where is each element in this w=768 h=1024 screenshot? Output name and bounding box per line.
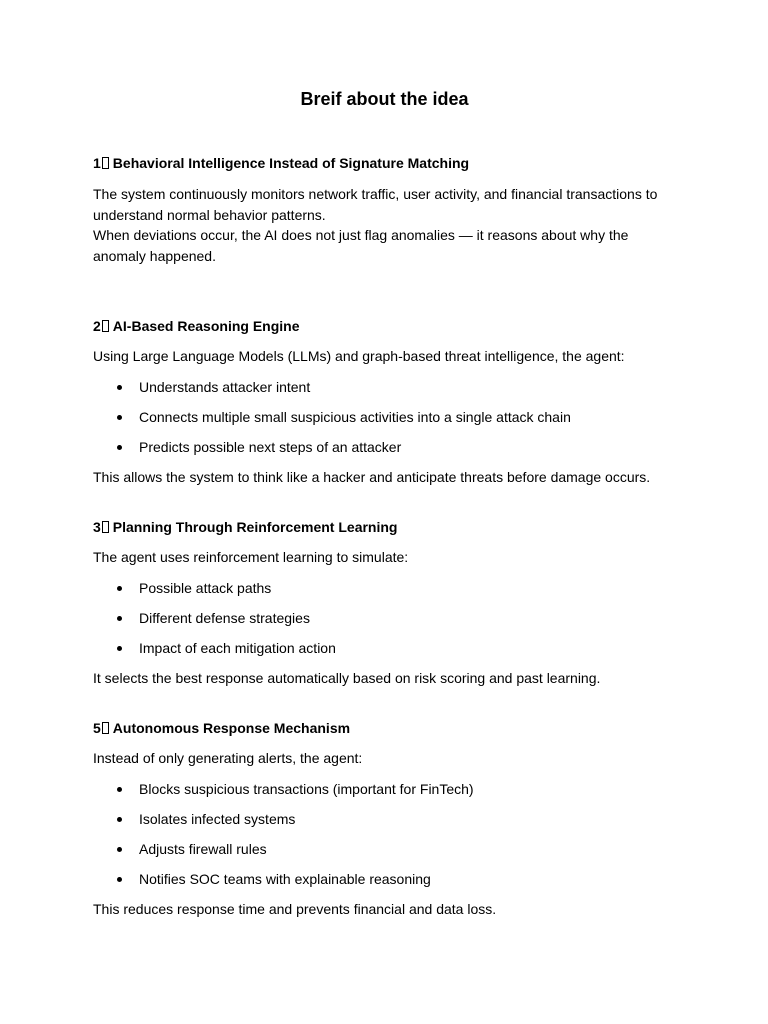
bullet-icon bbox=[117, 847, 122, 852]
section-heading-text: Autonomous Response Mechanism bbox=[112, 720, 351, 736]
bullet-list bbox=[93, 377, 683, 457]
section-heading bbox=[93, 154, 683, 172]
list-item bbox=[93, 377, 683, 397]
list-item bbox=[93, 779, 683, 799]
missing-glyph-icon bbox=[102, 157, 109, 169]
list-item-text: Connects multiple small suspicious activities into a single attack chain bbox=[139, 408, 571, 425]
section-heading-text: Planning Through Reinforcement Learning bbox=[112, 519, 398, 535]
list-item bbox=[93, 638, 683, 658]
list-item-text: Adjusts firewall rules bbox=[139, 840, 267, 857]
section-number: 5 bbox=[93, 720, 101, 736]
list-item bbox=[93, 869, 683, 889]
list-item-text: Understands attacker intent bbox=[139, 378, 311, 395]
section-number: 3 bbox=[93, 519, 101, 535]
section-number: 1 bbox=[93, 155, 101, 171]
bullet-icon bbox=[117, 586, 122, 591]
bullet-icon bbox=[117, 646, 122, 651]
section-heading-text: Behavioral Intelligence Instead of Signature Matching bbox=[112, 155, 470, 171]
missing-glyph-icon bbox=[102, 320, 109, 332]
section-outro: It selects the best response automatically based on risk scoring and past learning. bbox=[93, 669, 601, 686]
bullet-icon bbox=[117, 787, 122, 792]
bullet-icon bbox=[117, 385, 122, 390]
list-item-text: Impact of each mitigation action bbox=[139, 639, 336, 656]
list-item-text: Isolates infected systems bbox=[139, 810, 296, 827]
bullet-icon bbox=[117, 616, 122, 621]
section-heading bbox=[93, 317, 683, 335]
bullet-icon bbox=[117, 415, 122, 420]
bullet-list bbox=[93, 779, 683, 889]
section-2 bbox=[93, 317, 683, 487]
section-paragraph: When deviations occur, the AI does not just flag anomalies — it reasons about why the anomaly happened. bbox=[93, 227, 629, 264]
list-item bbox=[93, 578, 683, 598]
list-item-text: Different defense strategies bbox=[139, 609, 310, 626]
list-item bbox=[93, 839, 683, 859]
section-heading bbox=[93, 719, 683, 737]
section-outro: This reduces response time and prevents financial and data loss. bbox=[93, 900, 497, 917]
missing-glyph-icon bbox=[102, 521, 109, 533]
document-title: Breif about the idea bbox=[300, 89, 469, 109]
bullet-icon bbox=[117, 817, 122, 822]
list-item bbox=[93, 407, 683, 427]
section-heading bbox=[93, 518, 683, 536]
list-item bbox=[93, 608, 683, 628]
list-item-text: Predicts possible next steps of an attacker bbox=[139, 438, 402, 455]
missing-glyph-icon bbox=[102, 722, 109, 734]
section-number: 2 bbox=[93, 318, 101, 334]
section-outro: This allows the system to think like a hacker and anticipate threats before damage occurs. bbox=[93, 468, 651, 485]
section-paragraph: The system continuously monitors network traffic, user activity, and financial transactions to understand normal behavior patterns. bbox=[93, 186, 658, 223]
list-item-text: Possible attack paths bbox=[139, 579, 272, 596]
section-intro: Using Large Language Models (LLMs) and graph-based threat intelligence, the agent: bbox=[93, 348, 625, 364]
section-intro: The agent uses reinforcement learning to simulate: bbox=[93, 549, 409, 565]
section-heading-text: AI-Based Reasoning Engine bbox=[112, 318, 300, 334]
list-item-text: Notifies SOC teams with explainable reasoning bbox=[139, 870, 431, 887]
list-item bbox=[93, 809, 683, 829]
section-1 bbox=[93, 154, 683, 266]
list-item-text: Blocks suspicious transactions (important for FinTech) bbox=[139, 780, 474, 797]
section-intro: Instead of only generating alerts, the agent: bbox=[93, 750, 363, 766]
list-item bbox=[93, 437, 683, 457]
bullet-list bbox=[93, 578, 683, 658]
section-3 bbox=[93, 518, 683, 688]
bullet-icon bbox=[117, 445, 122, 450]
bullet-icon bbox=[117, 877, 122, 882]
section-5 bbox=[93, 719, 683, 919]
